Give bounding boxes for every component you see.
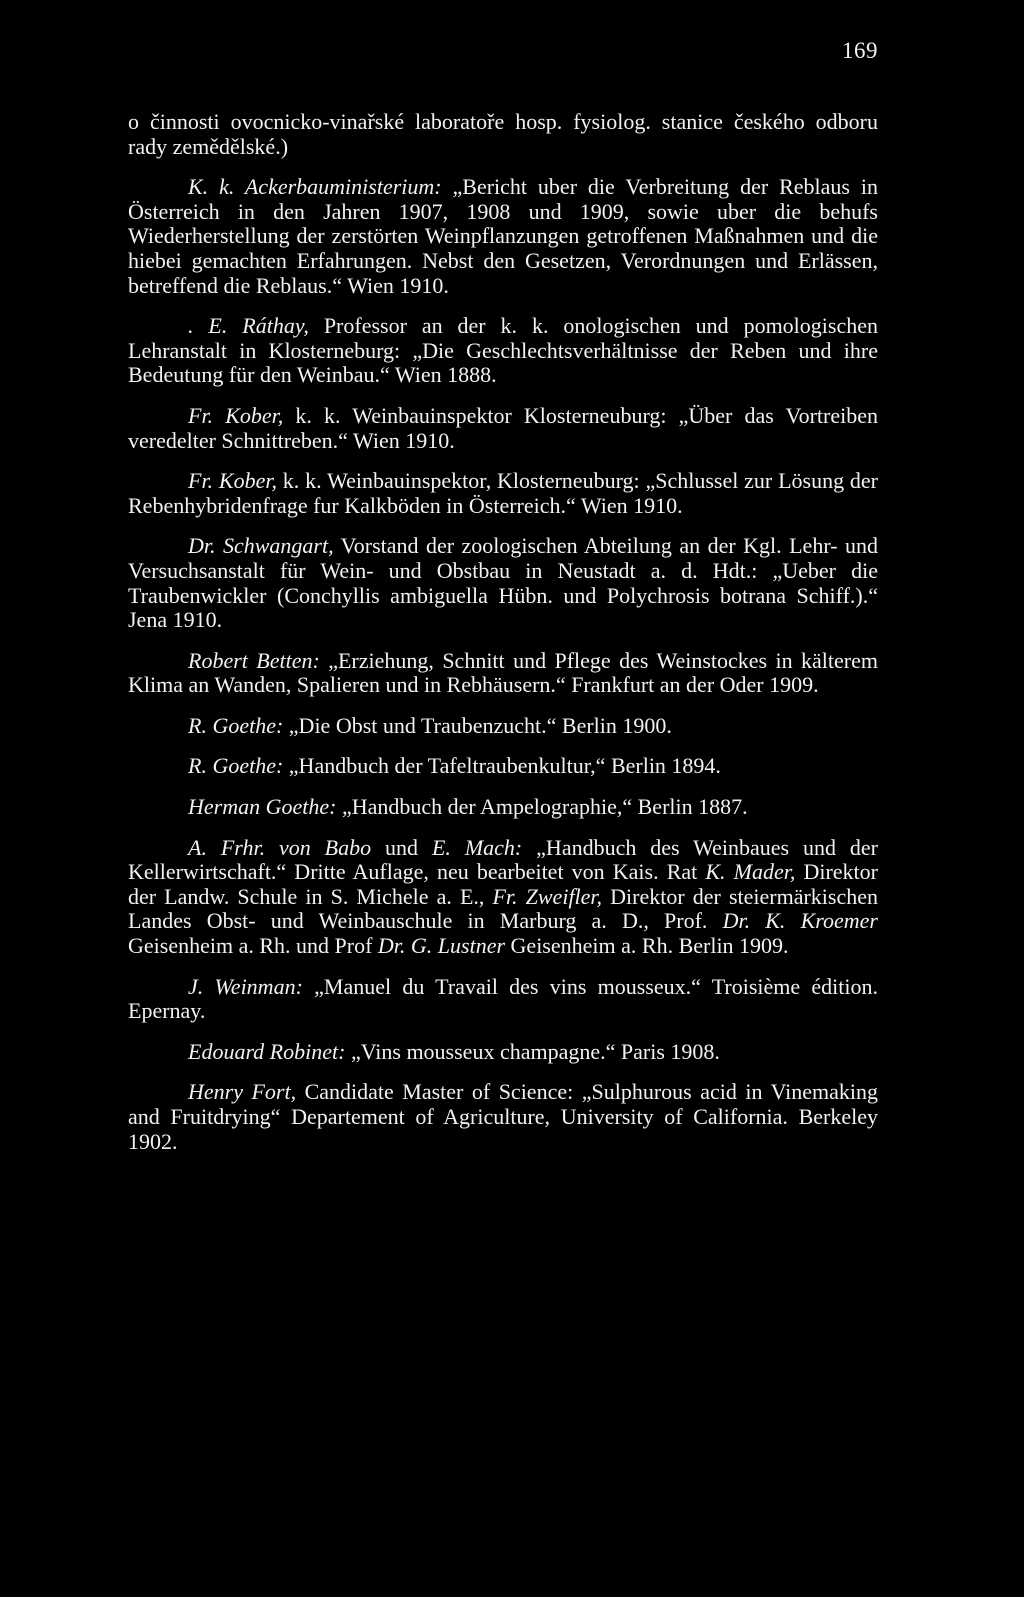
bibliography-entry-12 xyxy=(128,975,878,1024)
entry-author: K. Mader, xyxy=(705,859,796,885)
entry-author: Fr. Zweifler, xyxy=(492,883,603,909)
bibliography-entry-2 xyxy=(128,175,878,298)
entry-author: K. k. Ackerbauministerium: xyxy=(188,174,442,200)
entry-text: und xyxy=(371,834,432,860)
entry-author: Fr. Kober, xyxy=(188,402,284,428)
entry-author: R. Goethe: xyxy=(188,712,284,738)
entry-text: Direktor der Landw. Schule in S. Michele a. E., xyxy=(128,859,878,909)
bibliography-entry-13 xyxy=(128,1040,878,1065)
bibliography-entry-3 xyxy=(128,314,878,388)
entry-author: Robert Betten: xyxy=(188,647,320,673)
bibliography-entry-11 xyxy=(128,836,878,959)
entry-author: Edouard Robinet: xyxy=(188,1038,346,1064)
entry-author: E. Mach: xyxy=(431,834,523,860)
entry-author: Dr. K. Kroemer xyxy=(722,908,878,934)
entry-text: „Bericht uber die Verbreitung der Reblaus in Österreich in den Jahren 1907, 1908 und 1909, sowie uber die behufs Wiederherstellung der zerstörten Weinpflanzungen getroffenen Maßnahmen und die hiebei gemachten Erfahrungen. Nebst den Gesetzen, Verordnungen und Erlässen, betreffend die Reblaus.“ Wien 1910. xyxy=(128,174,878,298)
entry-text: k. k. Weinbauinspektor Klosterneuburg: „Über das Vortreiben veredelter Schnittreben.“ Wien 1910. xyxy=(128,402,879,453)
bibliography-entry-8 xyxy=(128,714,878,739)
entry-text: „Die Obst und Traubenzucht.“ Berlin 1900. xyxy=(283,712,672,738)
entry-text: Professor an der k. k. onologischen und pomologischen Lehranstalt in Klosterneburg: „Die Geschlechtsverhältnisse der Reben und ihre Bedeutung für den Weinbau.“ Wien 1888. xyxy=(128,313,878,388)
bibliography-entry-4 xyxy=(128,404,878,453)
entry-text: Vorstand der zoologischen Abteilung an der Kgl. Lehr- und Versuchsanstalt für Wein- und Obstbau in Neustadt a. d. Hdt.: „Ueber die Traubenwickler (Conchyllis ambiguella Hübn. und Polychrosis botrana Schiff.).“ Jena 1910. xyxy=(128,533,879,633)
entry-author: Herman Goethe: xyxy=(188,794,337,820)
entry-text: Geisenheim a. Rh. und Prof xyxy=(128,933,378,959)
bibliography-entry-7 xyxy=(128,649,878,698)
entry-text: „Vins mousseux champagne.“ Paris 1908. xyxy=(345,1038,720,1064)
entry-author: . E. Ráthay, xyxy=(188,313,309,339)
entry-text: Direktor der steiermärkischen Landes Obst- und Weinbauschule in Marburg a. D., Prof. xyxy=(128,883,879,934)
entry-author: Dr. Schwangart, xyxy=(188,533,334,559)
entry-text: Candidate Master of Science: „Sulphurous acid in Vinemaking and Fruitdrying“ Departement of Agriculture, University of California. Berkeley 1902. xyxy=(128,1079,878,1154)
bibliography-entry-9 xyxy=(128,754,878,779)
bibliography-entry-6 xyxy=(128,534,878,632)
entry-text: „Manuel du Travail des vins mousseux.“ Troisième édition. Epernay. xyxy=(128,973,878,1024)
entry-author: Fr. Kober, xyxy=(188,468,277,494)
entry-author: R. Goethe: xyxy=(188,753,284,779)
page-number: 169 xyxy=(842,38,878,63)
entry-text: „Erziehung, Schnitt und Pflege des Weinstockes in kälterem Klima an Wanden, Spalieren und in Rebhäusern.“ Frankfurt an der Oder 1909. xyxy=(128,647,878,698)
entry-author: J. Weinman: xyxy=(188,973,303,999)
entry-text: „Handbuch der Ampelographie,“ Berlin 1887. xyxy=(336,794,748,820)
entry-author: A. Frhr. von Babo xyxy=(188,834,372,860)
bibliography-entry-5 xyxy=(128,469,878,518)
entry-text: k. k. Weinbauinspektor, Klosterneuburg: „Schlussel zur Lösung der Rebenhybridenfrage fur Kalkböden in Österreich.“ Wien 1910. xyxy=(128,468,879,518)
entry-text: o činnosti ovocnicko-vinařské laboratoře hosp. fysiolog. stanice českého odboru rady zemědělské.) xyxy=(128,109,878,159)
entry-text: Geisenheim a. Rh. Berlin 1909. xyxy=(505,933,789,959)
entry-text: „Handbuch der Tafeltraubenkultur,“ Berlin 1894. xyxy=(283,753,721,779)
entry-text: „Handbuch des Weinbaues und der Kellerwirtschaft.“ Dritte Auflage, neu bearbeitet von Kais. Rat xyxy=(128,834,879,885)
bibliography-entry-1 xyxy=(128,110,878,159)
entry-author: Dr. G. Lustner xyxy=(377,933,506,959)
entry-author: Henry Fort, xyxy=(188,1079,297,1105)
bibliography-list xyxy=(128,110,878,1170)
bibliography-entry-14 xyxy=(128,1080,878,1154)
bibliography-entry-10 xyxy=(128,795,878,820)
